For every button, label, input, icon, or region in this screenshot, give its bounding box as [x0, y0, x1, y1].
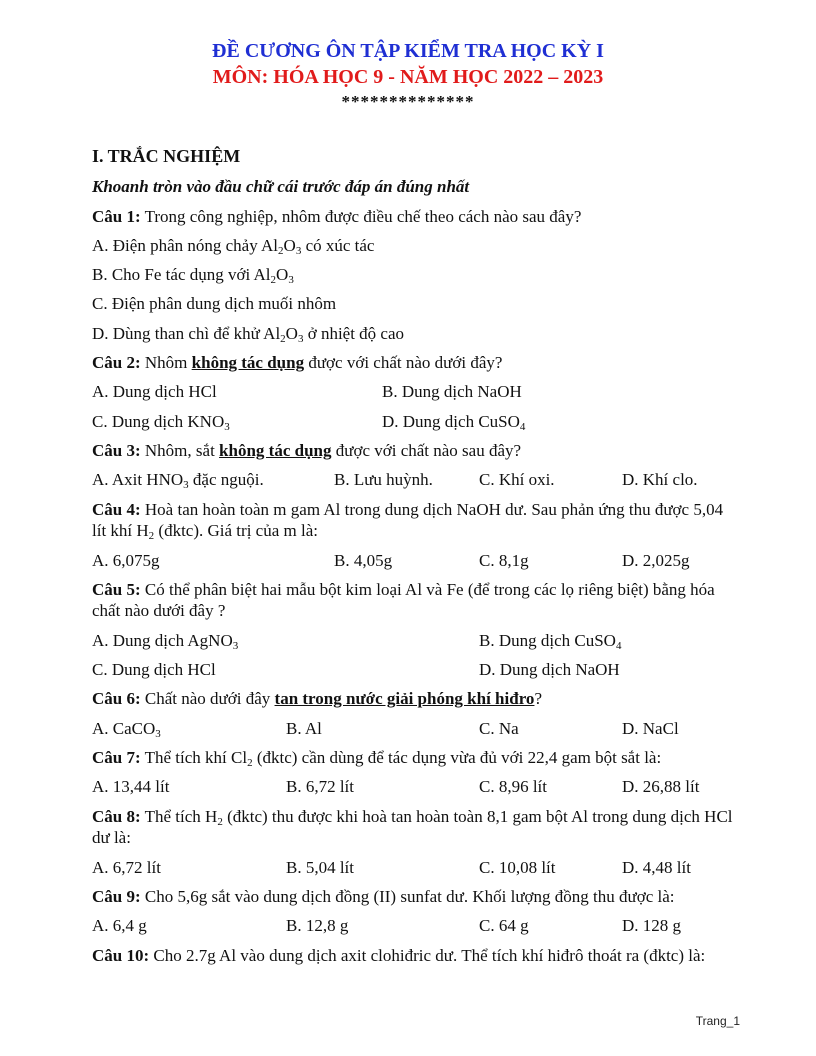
decorative-stars: ************** [341, 92, 475, 111]
option-a[interactable]: A. Axit $HNO_3$ đặc nguội. [92, 470, 264, 492]
option-c[interactable]: C. 10,08 lít [479, 857, 556, 877]
option-b[interactable]: B. Al [286, 718, 322, 738]
options-row [92, 546, 740, 575]
option-a[interactable]: A. CaCO$_3$ [92, 718, 161, 740]
option-d[interactable]: D. Dung dịch CuSO$_4$ [382, 411, 526, 433]
option-a[interactable]: A. Dung dịch AgNO$_3$ [92, 630, 239, 652]
option-d[interactable]: D. 128 g [622, 916, 682, 936]
options-row [92, 772, 740, 801]
option-b[interactable]: B. 6,72 lít [286, 777, 355, 797]
option-c[interactable]: C. Dung dịch HCl [92, 660, 216, 680]
option-a[interactable]: A. Điện phân nóng chảy $Al_2O_3$ có xúc tác [92, 235, 375, 257]
option-d[interactable]: D. 4,48 lít [622, 857, 691, 877]
page-number: Trang_1 [695, 1014, 740, 1028]
options-row [92, 714, 740, 743]
options-row [92, 377, 740, 406]
question-3: Câu 3: Nhôm, sắt không tác dụng được với chất nào sau đây? [92, 440, 522, 460]
question-5: Câu 5: Có thể phân biệt hai mẫu bột kim loại Al và Fe (để trong các lọ riêng biệt) bằng hóa chất nào dưới đây ? [92, 579, 715, 620]
option-a[interactable]: A. 6,72 lít [92, 857, 161, 877]
option-c[interactable]: C. 64 g [479, 916, 529, 936]
question-text: Trong công nghiệp, nhôm được điều chế theo cách nào sau đây? [140, 206, 582, 226]
option-d[interactable]: D. Dung dịch NaOH [479, 660, 620, 680]
option-c[interactable]: C. Điện phân dung dịch muối nhôm [92, 294, 337, 314]
option-b[interactable]: B. 5,04 lít [286, 857, 355, 877]
option-c[interactable]: C. Khí oxi. [479, 470, 555, 490]
option-d[interactable]: D. NaCl [622, 718, 679, 738]
option-b[interactable]: B. 4,05g [334, 550, 393, 570]
document-title: ĐỀ CƯƠNG ÔN TẬP KIỂM TRA HỌC KỲ I [212, 40, 604, 62]
options-row [92, 407, 740, 436]
question-10: Câu 10: Cho 2.7g Al vào dung dịch axit clohiđric dư. Thể tích khí hiđrô thoát ra (đktc) là: [92, 945, 706, 965]
question-1 [92, 202, 740, 231]
options-row [92, 655, 740, 684]
question-6: Câu 6: Chất nào dưới đây tan trong nước giải phóng khí hiđro? [92, 689, 542, 709]
option-d[interactable]: D. 2,025g [622, 550, 690, 570]
question-8: Câu 8: Thể tích $H_2$ (đktc) thu được khi hoà tan hoàn toàn 8,1 gam bột Al trong dung dịch HCl dư là: [92, 806, 733, 847]
option-d[interactable]: D. Khí clo. [622, 470, 698, 490]
option-d[interactable]: D. 26,88 lít [622, 777, 700, 797]
options-row [92, 626, 740, 655]
options-row [92, 911, 740, 940]
options-row [92, 465, 740, 494]
question-4: Câu 4: Hoà tan hoàn toàn m gam Al trong dung dịch NaOH dư. Sau phản ứng thu được 5,04 lít khí $H_2$ (đktc). Giá trị của m là: [92, 499, 724, 542]
option-a[interactable]: A. Dung dịch HCl [92, 382, 217, 402]
option-c[interactable]: C. 8,1g [479, 550, 529, 570]
option-d[interactable]: D. Dùng than chì để khử $Al_2O_3$ ở nhiệt độ cao [92, 323, 405, 345]
document-body [92, 142, 740, 971]
option-c[interactable]: C. 8,96 lít [479, 777, 548, 797]
section-heading: I. TRẮC NGHIỆM [92, 146, 241, 166]
options-row [92, 853, 740, 882]
option-a[interactable]: A. 13,44 lít [92, 777, 170, 797]
question-2: Câu 2: Nhôm không tác dụng được với chất nào dưới đây? [92, 353, 503, 373]
question-label: Câu 1: [92, 206, 141, 226]
section-instruction: Khoanh tròn vào đầu chữ cái trước đáp án đúng nhất [92, 177, 470, 197]
option-b[interactable]: B. 12,8 g [286, 916, 349, 936]
option-c[interactable]: C. Na [479, 718, 519, 738]
question-7: Câu 7: Thể tích khí $Cl_2$ (đktc) cần dùng để tác dụng vừa đủ với 22,4 gam bột sắt là: [92, 748, 662, 770]
option-b[interactable]: B. Dung dịch NaOH [382, 382, 522, 402]
option-c[interactable]: C. Dung dịch $KNO_3$ [92, 411, 230, 433]
option-b[interactable]: B. Lưu huỳnh. [334, 470, 433, 490]
option-a[interactable]: A. 6,4 g [92, 916, 147, 936]
option-b[interactable]: B. Cho Fe tác dụng với $Al_2O_3$ [92, 265, 294, 287]
question-9: Câu 9: Cho 5,6g sắt vào dung dịch đồng (II) sunfat dư. Khối lượng đồng thu được là: [92, 886, 675, 906]
document-subtitle: MÔN: HÓA HỌC 9 - NĂM HỌC 2022 – 2023 [212, 66, 604, 88]
option-a[interactable]: A. 6,075g [92, 550, 160, 570]
option-b[interactable]: B. Dung dịch CuSO$_4$ [479, 630, 622, 652]
